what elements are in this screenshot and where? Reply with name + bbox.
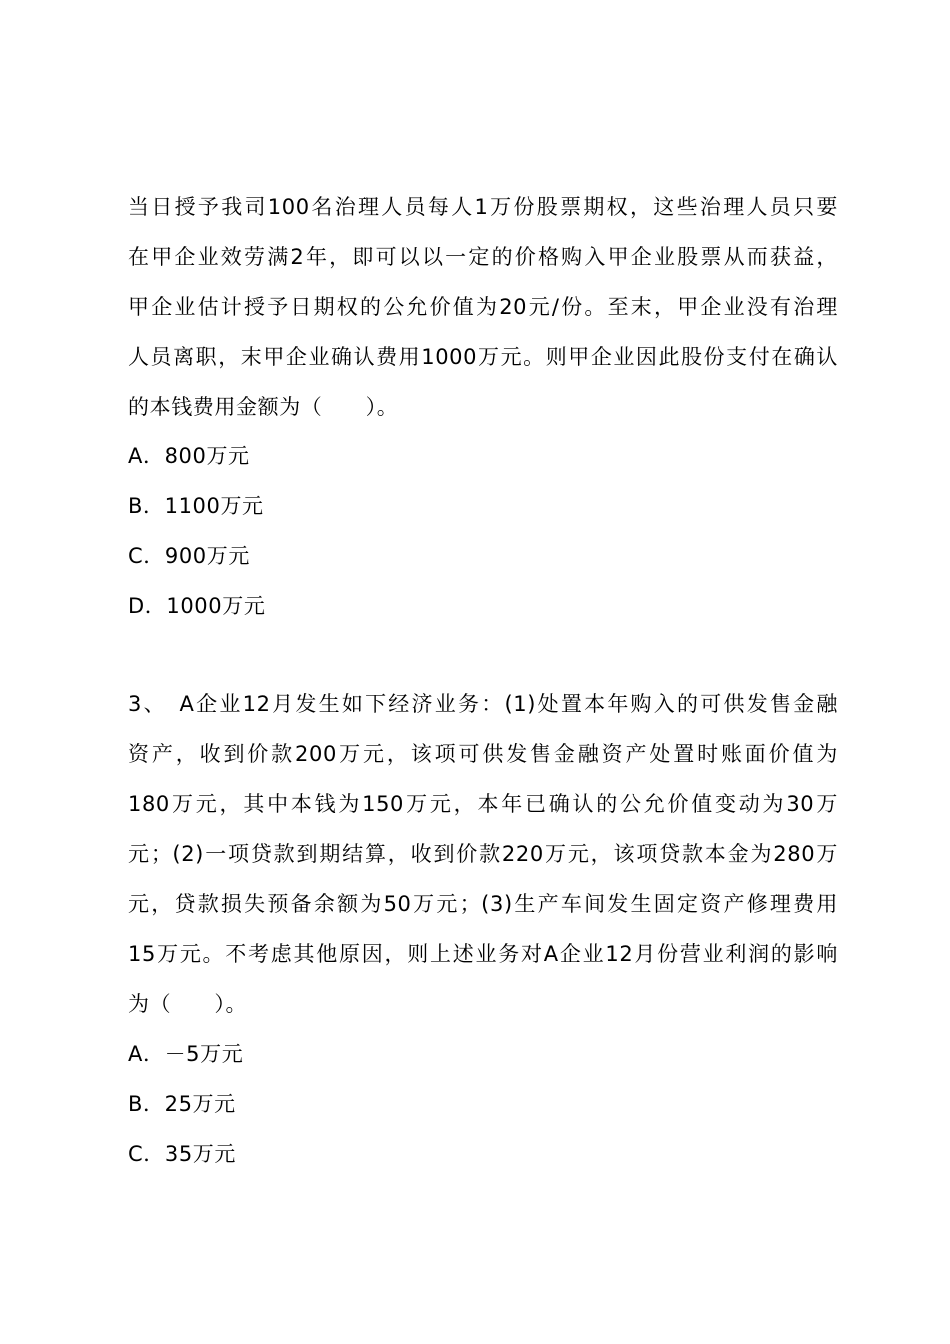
q2-stem-line-5: 的本钱费用金额为（ ）。: [128, 395, 399, 419]
q3-stem-line-6: 15万元。不考虑其他原因，则上述业务对A企业12月份营业利润的影响: [128, 942, 838, 966]
q3-stem-line-2: 资产，收到价款200万元，该项可供发售金融资产处置时账面价值为: [128, 742, 838, 766]
q2-option-c: C．900万元: [128, 544, 250, 568]
q3-option-a: A．－5万元: [128, 1042, 244, 1066]
q3-stem-line-5: 元，贷款损失预备余额为50万元；(3)生产车间发生固定资产修理费用: [128, 892, 838, 916]
q2-option-a: A．800万元: [128, 444, 250, 468]
q3-stem-line-4: 元；(2)一项贷款到期结算，收到价款220万元，该项贷款本金为280万: [128, 842, 838, 866]
q2-stem-line-1: 当日授予我司100名治理人员每人1万份股票期权，这些治理人员只要: [128, 195, 838, 219]
q2-stem-line-2: 在甲企业效劳满2年，即可以以一定的价格购入甲企业股票从而获益，: [128, 245, 838, 269]
q3-option-c: C．35万元: [128, 1142, 236, 1166]
q3-stem-line-1: 3、 A企业12月发生如下经济业务：(1)处置本年购入的可供发售金融: [128, 692, 838, 716]
q3-option-b: B．25万元: [128, 1092, 236, 1116]
q2-option-b: B．1100万元: [128, 494, 264, 518]
q3-stem-line-3: 180万元，其中本钱为150万元，本年已确认的公允价值变动为30万: [128, 792, 838, 816]
q2-option-d: D．1000万元: [128, 594, 266, 618]
q2-stem-line-3: 甲企业估计授予日期权的公允价值为20元/份。至末，甲企业没有治理: [128, 295, 838, 319]
q2-stem-line-4: 人员离职，末甲企业确认费用1000万元。则甲企业因此股份支付在确认: [128, 345, 838, 369]
q3-stem-line-7: 为（ ）。: [128, 992, 248, 1016]
